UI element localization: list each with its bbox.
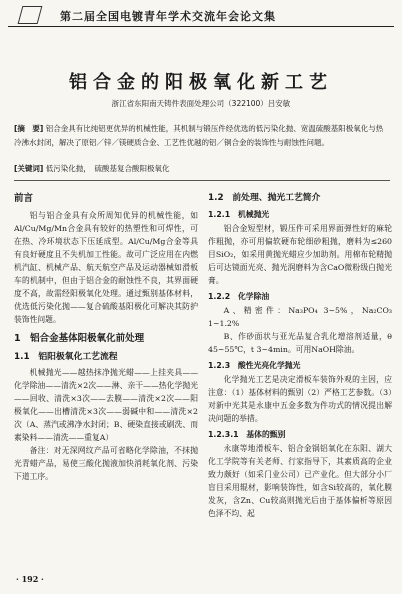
preface-paragraph: 铝与铝合金具有众所周知优异的机械性能，如Al/Cu/Mg/Mn合金具有较好的热塑性和可焊性，可在热、冷环境状态下压延成型。Al/Cu/Mg合金等具有良好硬度且不失机加工性能。故可广泛应用在内燃机汽缸、机械产品、航天航空产品及运动器械如滑板车的机制中，但由于铝合金的耐蚀性不良，其界面硬度不高，故需经阳极氧化处理。通过甄别基体材料，优选低污染化抛——复合硫酸基阳极化可解决其防护装饰性问题。: [14, 211, 198, 324]
section-1-1-heading: 1.1 铝阳极氧化工艺流程: [14, 352, 118, 362]
right-column: [208, 186, 392, 520]
journal-title: 第二届全国电镀青年学术交流年会论文集: [60, 10, 276, 23]
journal-logo-icon: [18, 6, 43, 24]
page-number: · 192 ·: [16, 574, 44, 584]
process-note-paragraph: 备注：对无深网纹产品可省略化学除油，不抹抛光青蜡产品，易使三酸化抛液加快消耗氧化剂、污染下道工序。: [14, 446, 198, 481]
mechanical-polish-paragraph: 铝合金短型材，锻压件可采用界面弹性好的麻轮作粗抛，亦可用偏软硬布轮细砂粗抛，磨料为≤260目SiO₂，如采用黄抛光蜡应少加助剂。用棉布轮精抛后可达镜面光亮、抛光润磨料为含CaO微粉级白抛光膏。: [208, 224, 392, 285]
section-divider: [14, 180, 390, 181]
section-1-2-2-heading: 1.2.2 化学除油: [208, 292, 270, 301]
degrease-b-paragraph: B、作砂面状与亚光品复合乳化增溶剂适量，θ 45~55℃，t 3~4min。可用NaOH除油。: [208, 332, 392, 354]
keywords-label: [关键词]: [14, 164, 44, 173]
article-author: 浙江省东阳南天铸件表面处理公司（322100）吕安敏: [111, 99, 291, 108]
degrease-a-paragraph: A、精密件：Na₃PO₄ 3~5%，Na₂CO₃ 1~1.2%: [208, 306, 392, 328]
journal-header: [8, 4, 394, 27]
section-1-2-heading: 1.2 前处理、抛光工艺简介: [208, 193, 321, 203]
section-1-2-1-heading: 1.2.1 机械抛光: [208, 210, 270, 219]
keywords: [14, 163, 390, 174]
left-column: [14, 186, 198, 483]
preface-heading: 前言: [14, 193, 34, 204]
substrate-paragraph: 永康等地滑板车、铝合金锅铝氧化在东阳、湖大化工学院等有关老师、行家指导下，其素质高的企业致力颇好（如采门业公司）已产业化。但大部分小厂盲目采用辊材，影响装饰性，如含Si较高的，氧化膜发灰，含Zn、Cu较高则抛光后由于基体偏析等原因色泽不均、起: [208, 444, 392, 518]
chemical-polish-paragraph: 化学抛光工艺是决定滑板车装饰外观的主因，应注意：（1）基体材料的甄别（2）严格工艺参数。（3）对新中光其是永康中五金多数为件功式的情况提出解决问题的举措。: [208, 375, 392, 423]
section-1-2-3-1-heading: 1.2.3.1 基体的甄别: [208, 430, 286, 439]
keywords-text: 低污染化抛， 硫酸基复合酸阳极氧化: [45, 164, 170, 173]
section-1-2-3-heading: 1.2.3 酸性光亮化学抛光: [208, 361, 301, 370]
abstract: [14, 122, 390, 149]
article-title: 铝合金的阳极氧化新工艺: [69, 72, 333, 93]
abstract-text: 铝合金具有比纯铝更优异的机械性能，其机制与锻压件经优选的低污染化抛、宽温硫酸基阳极氧化与热冷沸水封闭，解决了原铝／锌／镁硬质合金、工艺性优越的铝／铜合金的装饰性与耐蚀性问题。: [14, 124, 384, 147]
abstract-label: [摘 要]: [14, 124, 44, 133]
process-flow-paragraph: 机械抛光——越热抹净抛光蜡——上挂夹具——化学除油——清洗×2次——淋、亲干——热化学抛光——回收、清洗×3次——去膜——清洗×2次——阳极氧化——出槽清洗×3次——弱碱中和——清洗×2次（A、蒸汽或沸净水封闭；B、硬染直接或刷洗、而素染料——清洗——重复A）: [14, 368, 198, 442]
section-1-heading: 1 铝合金基体阳极氧化前处理: [14, 333, 145, 344]
